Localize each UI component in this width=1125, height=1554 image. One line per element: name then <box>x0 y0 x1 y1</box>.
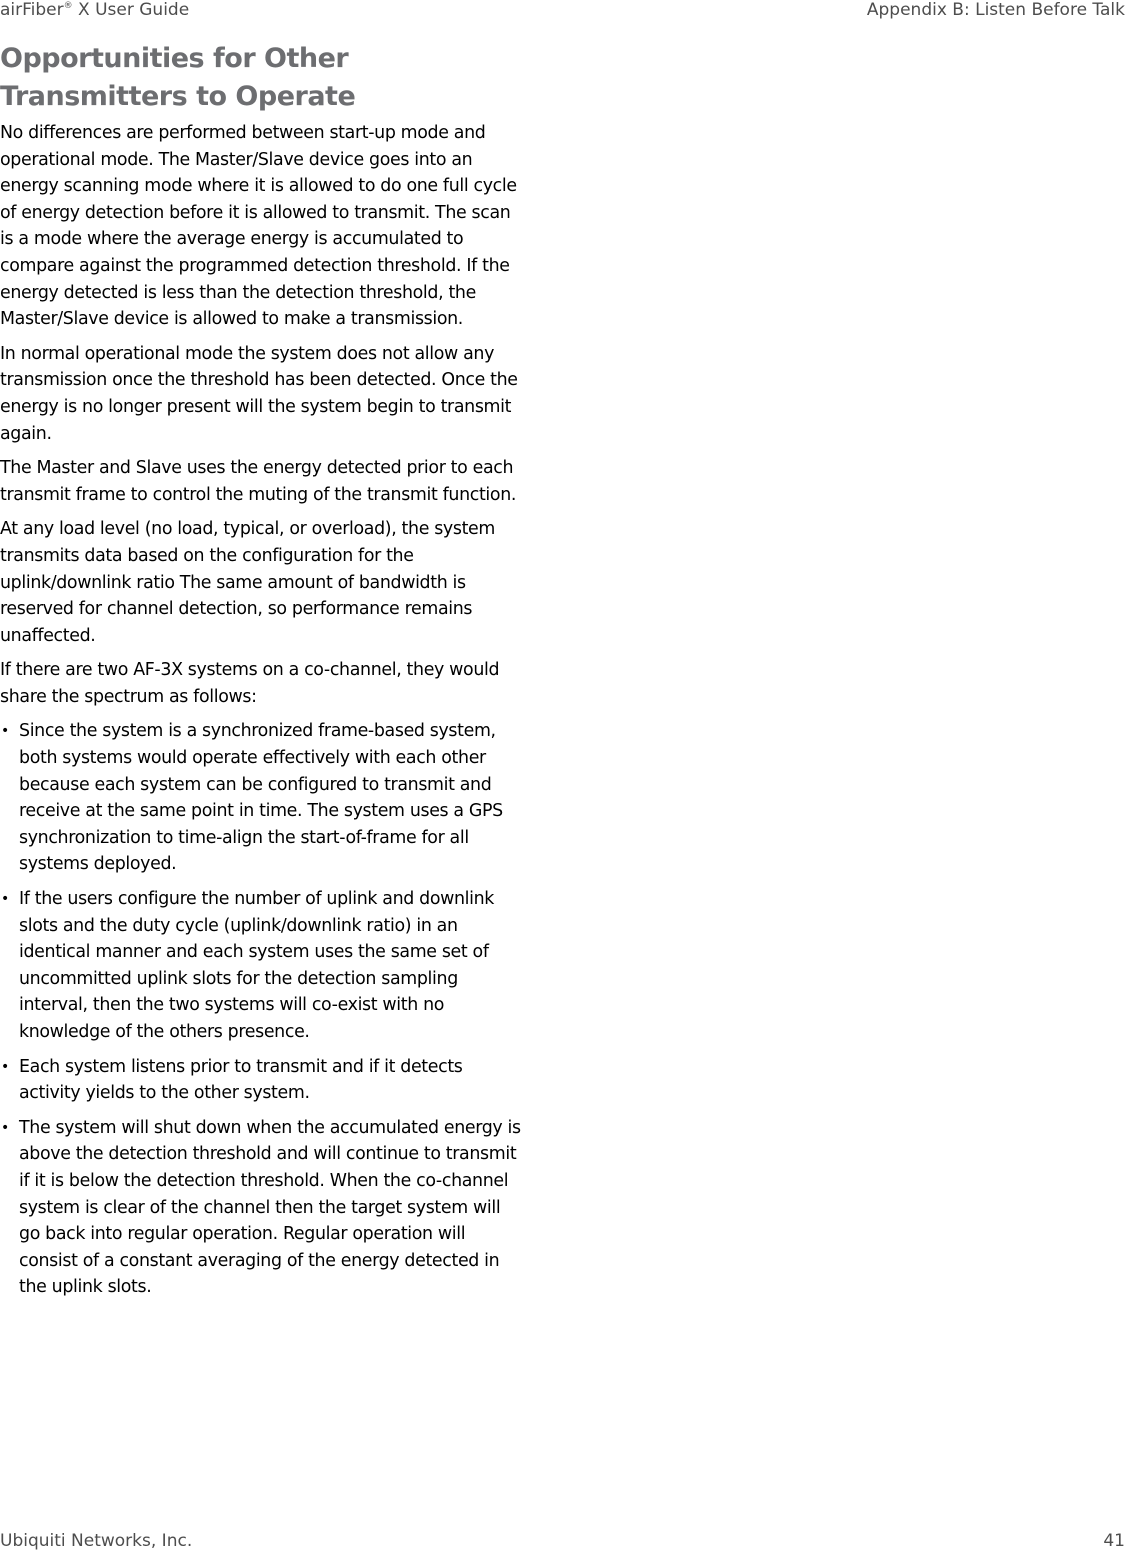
bullet-icon: • <box>1 1058 9 1075</box>
bullet-icon: • <box>1 1119 9 1136</box>
page-footer <box>0 1531 1125 1553</box>
bullet-icon: • <box>1 891 9 908</box>
registered-mark: ® <box>63 1 73 11</box>
main-content <box>0 40 522 1309</box>
bullet-icon: • <box>1 723 9 740</box>
paragraph-co-channel-intro: If there are two AF-3X systems on a co-channel, they would share the spectrum as follows: <box>0 660 500 707</box>
list-item-text: If the users configure the number of uplink and downlink slots and the duty cycle (uplink/downlink ratio) in an identical manner and each system uses the same set of uncommitted uplink slots for the detection sampling interval, then the two systems will co-exist with no knowledge of the others presence. <box>19 889 495 1042</box>
page-number: 41 <box>1103 1531 1125 1551</box>
list-item-text: Each system listens prior to transmit and if it detects activity yields to the other system. <box>19 1056 463 1104</box>
list-item <box>0 1054 522 1107</box>
list-item <box>0 886 522 1046</box>
paragraph-startup-mode: No differences are performed between start-up mode and operational mode. The Master/Slave device goes into an energy scanning mode where it is allowed to do one full cycle of energy detection before it is allowed to transmit. The scan is a mode where the average energy is accumulated to compare against the programmed detection threshold. If the energy detected is less than the detection threshold, the Master/Slave device is allowed to make a transmission. <box>0 123 517 330</box>
list-item-text: Since the system is a synchronized frame-based system, both systems would operate effectively with each other because each system can be configured to transmit and receive at the same point in time. The system uses a GPS synchronization to time-align the start-of-frame for all systems deployed. <box>19 721 503 875</box>
list-item <box>0 1115 522 1301</box>
page-header <box>0 0 1125 22</box>
paragraph-normal-mode: In normal operational mode the system does not allow any transmission once the threshold has been detected. Once the energy is no longer present will the system begin to transmit again. <box>0 343 518 444</box>
list-item-text: The system will shut down when the accumulated energy is above the detection threshold and will continue to transmit if it is below the detection threshold. When the co-channel system is clear of the channel then the target system will go back into regular operation. Regular operation will consist of a constant averaging of the energy detected in the uplink slots. <box>19 1117 521 1298</box>
co-channel-bullet-list <box>0 718 522 1300</box>
section-heading: Opportunities for Other Transmitters to Operate <box>0 43 356 112</box>
document-title <box>0 0 189 20</box>
company-name: Ubiquiti Networks, Inc. <box>0 1531 193 1551</box>
list-item <box>0 718 522 878</box>
section-name: Appendix B: Listen Before Talk <box>866 0 1125 20</box>
document-title-brand: airFiber <box>0 0 64 20</box>
document-title-suffix: X User Guide <box>72 0 190 20</box>
paragraph-load-level: At any load level (no load, typical, or overload), the system transmits data based on the configuration for the uplink/downlink ratio The same amount of bandwidth is reserved for channel detection, so performance remains unaffected. <box>0 519 495 646</box>
paragraph-transmit-muting: The Master and Slave uses the energy detected prior to each transmit frame to control the muting of the transmit function. <box>0 458 517 505</box>
